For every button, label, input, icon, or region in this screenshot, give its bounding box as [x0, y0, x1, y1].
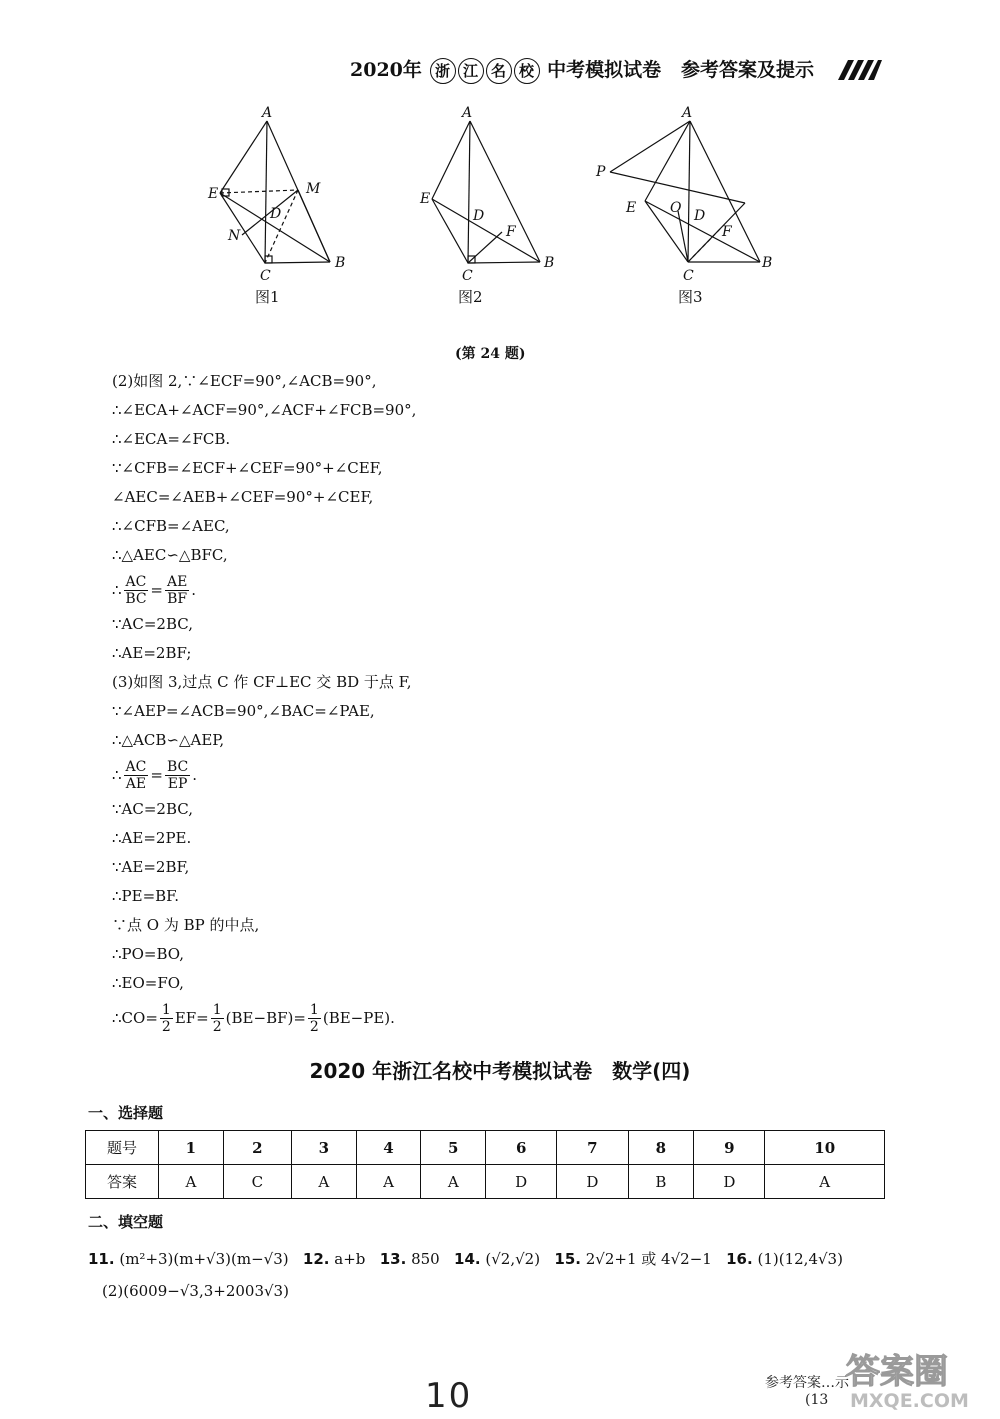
solution-line: ∴PE=BF. [112, 887, 180, 905]
numerator: AC [125, 758, 147, 775]
header-series: 中考模拟试卷 [547, 59, 662, 81]
fig2-label: B [544, 255, 555, 271]
table-cell: C [223, 1165, 291, 1199]
denominator: 2 [212, 1018, 222, 1035]
equals: = [150, 580, 163, 599]
section-title: 2020 年浙江名校中考模拟试卷 数学(四) [309, 1059, 691, 1083]
item-number: 16. [726, 1250, 753, 1268]
numerator: 1 [212, 1001, 222, 1018]
table-cell: A [421, 1165, 486, 1199]
numerator: AC [125, 573, 147, 590]
numerator: BC [166, 758, 189, 775]
table-row [86, 1131, 885, 1165]
table-cell: A [765, 1165, 885, 1199]
fig3-label: A [682, 105, 693, 121]
equals: = [150, 765, 163, 784]
fig3-label: B [762, 255, 773, 271]
table-cell: 题号 [86, 1131, 159, 1165]
denominator: AE [125, 775, 147, 792]
table-cell: A [159, 1165, 224, 1199]
fig3-label: D [694, 208, 706, 224]
period: . [191, 580, 197, 599]
handwritten-number: 10 [425, 1376, 473, 1416]
solution-line: ∴∠CFB=∠AEC, [112, 517, 230, 535]
final-part: EF= [174, 1008, 209, 1027]
item-number: 13. [379, 1250, 407, 1268]
denominator: 2 [161, 1018, 171, 1035]
item-number: 11. [88, 1250, 115, 1268]
fig2-label: C [462, 268, 473, 284]
table-cell: 2 [223, 1131, 291, 1165]
table-row [86, 1165, 885, 1199]
watermark-bottom: MXQE.COM [850, 1390, 969, 1412]
solution-line: ∴△AEC∽△BFC, [112, 546, 228, 564]
watermark-logo-icon [842, 1345, 972, 1413]
solution-line: ∵∠AEP=∠ACB=90°,∠BAC=∠PAE, [112, 702, 375, 720]
fill-answer: (1)(12,4√3) [757, 1250, 843, 1268]
footer-corner [765, 1372, 849, 1408]
fig1-caption: 图1 [255, 288, 280, 306]
solution-line: ∵AC=2BC, [112, 800, 193, 818]
table-cell: 3 [291, 1131, 356, 1165]
therefore-symbol: ∴ [112, 580, 122, 599]
solution-final-line [112, 998, 416, 1038]
fig2-label: A [462, 105, 473, 121]
footer-text: 参考答案…示 [765, 1375, 849, 1391]
fig1-label: M [306, 181, 321, 197]
question-caption: (第 24 题) [455, 346, 526, 362]
numerator: 1 [161, 1001, 171, 1018]
fraction [165, 574, 189, 607]
item-number: 15. [554, 1250, 581, 1268]
fig3-caption: 图3 [678, 288, 703, 306]
solution-line: (3)如图 3,过点 C 作 CF⊥EC 交 BD 于点 F, [112, 673, 412, 691]
fill-answer: (√2,√2) [485, 1250, 541, 1268]
solution-fraction-line [112, 570, 416, 610]
fig1-label: C [260, 268, 271, 284]
table-cell: A [356, 1165, 421, 1199]
table-cell: 4 [356, 1131, 421, 1165]
solution-line: ∵AE=2BF, [112, 858, 190, 876]
fig1-label: B [335, 255, 346, 271]
solution-line: ∴△ACB∽△AEP, [112, 731, 225, 749]
solution-line: ∴EO=FO, [112, 974, 184, 992]
denominator: EP [167, 775, 188, 792]
fill-answer: 850 [411, 1250, 440, 1268]
solution-line: ∴AE=2BF; [112, 644, 192, 662]
header-circled-char: 校 [514, 58, 540, 84]
fig2-label: D [473, 208, 485, 224]
header-circled-char: 名 [486, 58, 512, 84]
numerator: AE [166, 573, 188, 590]
fill-row [88, 1243, 843, 1275]
solution-fraction-line [112, 755, 416, 795]
final-part: (BE−PE). [322, 1008, 395, 1027]
fraction [160, 1002, 173, 1035]
denominator: 2 [309, 1018, 319, 1035]
table-cell: 答案 [86, 1165, 159, 1199]
period: . [192, 765, 197, 784]
table-cell: 7 [557, 1131, 628, 1165]
solution-block [112, 367, 416, 1038]
fraction [308, 1002, 321, 1035]
fig3-label: O [670, 200, 682, 216]
solution-line: ∴AE=2PE. [112, 829, 192, 847]
therefore-symbol: ∴ [112, 765, 122, 784]
table-cell: A [291, 1165, 356, 1199]
fig2-label: F [506, 224, 516, 240]
table-cell: 10 [765, 1131, 885, 1165]
answer-table [85, 1130, 885, 1199]
item-number: 12. [302, 1250, 330, 1268]
header-year: 2020年 [350, 59, 422, 81]
part2-title: 二、填空题 [88, 1213, 164, 1231]
solution-line: ∴∠ECA=∠FCB. [112, 430, 231, 448]
table-cell: D [557, 1165, 628, 1199]
final-part: ∴CO= [112, 1008, 158, 1027]
fig1-label: N [228, 228, 241, 244]
item-number: 14. [454, 1250, 481, 1268]
solution-line: ∵点 O 为 BP 的中点, [112, 916, 260, 934]
header-circled-char: 浙 [430, 58, 456, 84]
fraction [165, 759, 190, 792]
denominator: BC [125, 590, 147, 607]
fill-answer: 2√2+1 或 4√2−1 [585, 1250, 712, 1268]
fig2-label: E [420, 191, 431, 207]
fill-answer: (2)(6009−√3,3+2003√3) [102, 1282, 289, 1300]
solution-line: (2)如图 2,∵∠ECF=90°,∠ACB=90°, [112, 372, 377, 390]
fig3-label: E [626, 200, 637, 216]
fraction [211, 1002, 224, 1035]
solution-line: ∵∠CFB=∠ECF+∠CEF=90°+∠CEF, [112, 459, 383, 477]
fraction [124, 574, 149, 607]
figure-1 [207, 105, 345, 306]
fraction [124, 759, 149, 792]
fill-answers [88, 1243, 843, 1307]
fill-row [88, 1275, 843, 1307]
page-header [350, 55, 814, 84]
solution-line: ∠AEC=∠AEB+∠CEF=90°+∠CEF, [112, 488, 374, 506]
figures-24 [190, 105, 790, 340]
table-cell: 1 [159, 1131, 224, 1165]
watermark-top: 答案圈 [846, 1352, 948, 1392]
numerator: 1 [309, 1001, 319, 1018]
table-cell: 9 [694, 1131, 765, 1165]
figure-3 [595, 105, 772, 306]
table-cell: D [486, 1165, 557, 1199]
solution-line: ∴∠ECA+∠ACF=90°,∠ACF+∠FCB=90°, [112, 401, 417, 419]
fig1-label: D [270, 206, 282, 222]
table-cell: 5 [421, 1131, 486, 1165]
table-cell: B [628, 1165, 694, 1199]
solution-line: ∵AC=2BC, [112, 615, 193, 633]
fig3-label: F [722, 224, 732, 240]
fig1-label: A [262, 105, 273, 121]
fill-answer: a+b [334, 1250, 366, 1268]
table-cell: 6 [486, 1131, 557, 1165]
figure-2 [419, 105, 554, 306]
header-stripes-icon [838, 60, 882, 80]
part1-title: 一、选择题 [88, 1104, 164, 1122]
fill-answer: (m²+3)(m+√3)(m−√3) [119, 1250, 289, 1268]
fig3-label: C [683, 268, 694, 284]
header-circled-char: 江 [458, 58, 484, 84]
table-cell: 8 [628, 1131, 694, 1165]
final-part: (BE−BF)= [225, 1008, 306, 1027]
fig2-caption: 图2 [458, 288, 483, 306]
solution-line: ∴PO=BO, [112, 945, 184, 963]
header-section: 参考答案及提示 [681, 59, 815, 81]
fig1-label: E [208, 186, 219, 202]
denominator: BF [167, 590, 188, 607]
fig3-label: P [596, 164, 606, 180]
table-cell: D [694, 1165, 765, 1199]
footer-page: (13 [805, 1392, 829, 1408]
